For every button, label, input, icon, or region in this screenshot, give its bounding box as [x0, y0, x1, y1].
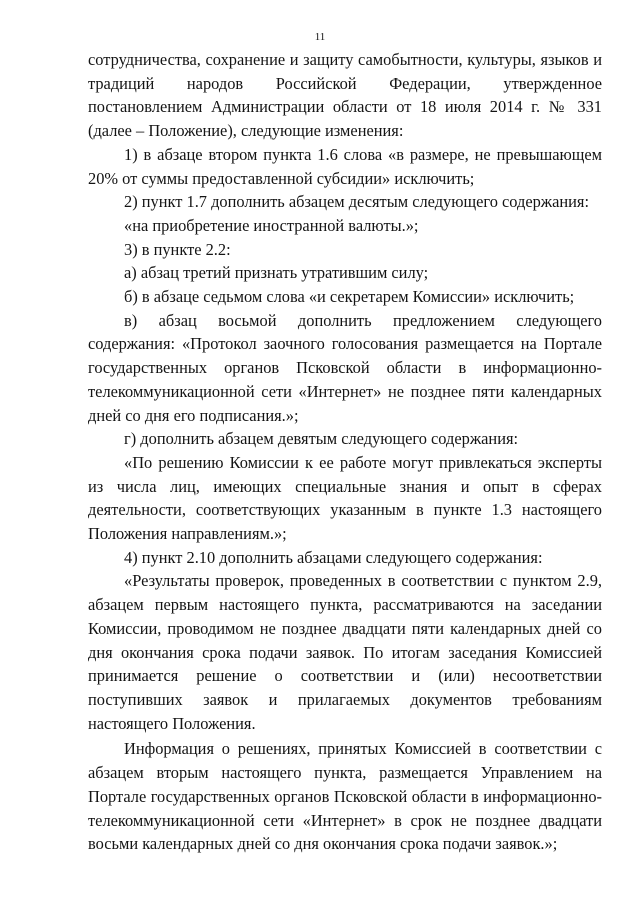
paragraph-quote-currency: «на приобретение иностранной валюты.»;	[124, 215, 419, 235]
paragraph-subitem-v: в) абзац восьмой дополнить предложением следующего содержания: «Протокол заочного голосования размещается на Портале государственных органов Псковской области в информационно-телекоммуникационной сети «Интернет» не позднее пяти календарных дней со дня его подписания.»;	[88, 310, 602, 425]
paragraph-item-4: 4) пункт 2.10 дополнить абзацами следующего содержания:	[124, 547, 543, 567]
paragraph-subitem-b: б) в абзаце седьмом слова «и секретарем Комиссии» исключить;	[124, 287, 575, 307]
page-number: 11	[314, 31, 326, 43]
paragraph-quote-experts: «По решению Комиссии к ее работе могут привлекаться эксперты из числа лиц, имеющих специальные знания и опыт в сферах деятельности, соответствующих указанным в пункте 1.3 настоящего Положения направлениям.»;	[88, 452, 602, 544]
paragraph-item-2: 2) пункт 1.7 дополнить абзацем десятым следующего содержания:	[124, 192, 590, 212]
paragraph-subitem-a: а) абзац третий признать утратившим силу;	[124, 263, 429, 283]
paragraph-intro: сотрудничества, сохранение и защиту самобытности, культуры, языков и традиций народов Российской Федерации, утвержденное постановлением Администрации области от 18 июля 2014 г. № 331 (далее – Положение), следующие изменения:	[88, 50, 602, 141]
document-body	[88, 48, 602, 856]
paragraph-item-1: 1) в абзаце втором пункта 1.6 слова «в размере, не превышающем 20% от суммы предоставленной субсидии» исключить;	[88, 144, 602, 188]
paragraph-subitem-g: г) дополнить абзацем девятым следующего содержания:	[124, 429, 519, 449]
paragraph-quote-results: «Результаты проверок, проведенных в соответствии с пунктом 2.9, абзацем первым настоящего пункта, рассматриваются на заседании Комиссии, проводимом не позднее двадцати пяти календарных дней со дня окончания срока подачи заявок. По итогам заседания Комиссией принимается решение о соответствии и (или) несоответствии поступивших заявок и прилагаемых документов требованиям настоящего Положения.	[88, 571, 602, 733]
paragraph-quote-information: Информация о решениях, принятых Комиссией в соответствии с абзацем вторым настоящего пункта, размещается Управлением на Портале государственных органов Псковской области в информационно-телекоммуникационной сети «Интернет» в срок не позднее двадцати восьми календарных дней со дня окончания срока подачи заявок.»;	[88, 739, 602, 854]
paragraph-item-3: 3) в пункте 2.2:	[124, 239, 231, 259]
